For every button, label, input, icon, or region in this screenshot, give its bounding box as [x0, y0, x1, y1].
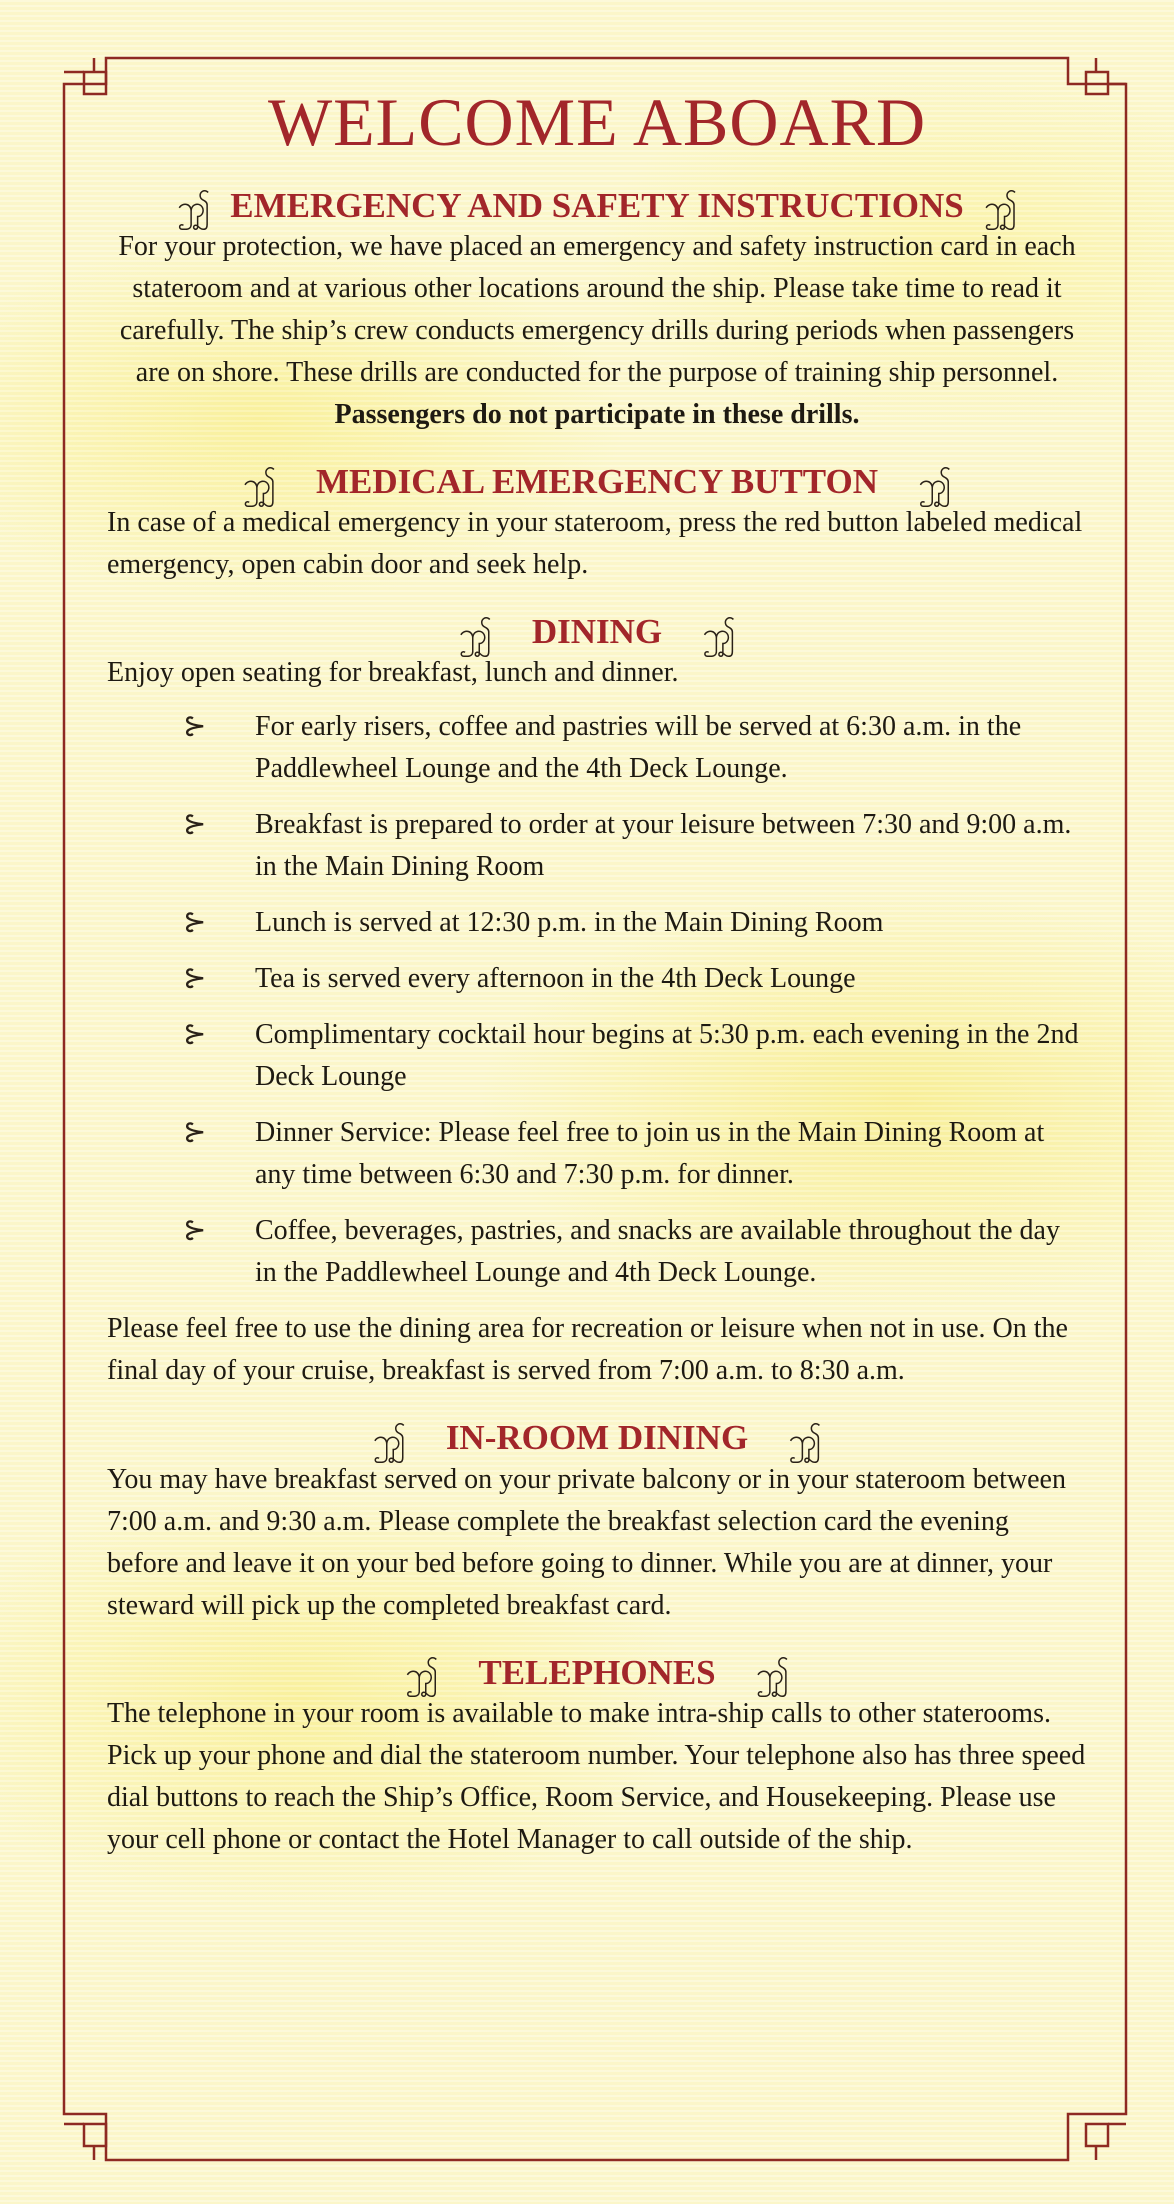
- list-item: ⊱ Breakfast is prepared to order at your leisure between 7:30 and 9:00 a.m. in the Main Dining Room: [107, 804, 1087, 888]
- dining-intro: Enjoy open seating for breakfast, lunch and dinner.: [107, 657, 679, 689]
- list-item: ⊱ Dinner Service: Please feel free to join us in the Main Dining Room at any time between 6:30 and 7:30 p.m. for dinner.: [107, 1112, 1087, 1196]
- fleuron-bullet-icon: ⊱: [183, 1019, 207, 1051]
- section-in-room-dining: [107, 1418, 1087, 1626]
- list-item: ⊱ Tea is served every afternoon in the 4th Deck Lounge: [107, 958, 1087, 1000]
- scroll-ornament-icon: ꩶ: [404, 1658, 439, 1692]
- section-telephones: [107, 1653, 1087, 1861]
- scroll-ornament-icon: ꩶ: [372, 1424, 406, 1458]
- scroll-ornament-icon: ꩶ: [458, 617, 492, 651]
- scroll-ornament-icon: ꩶ: [755, 1658, 790, 1692]
- section-heading: ꩶ EMERGENCY AND SAFETY INSTRUCTIONS ꩶ: [176, 185, 1018, 225]
- fleuron-bullet-icon: ⊱: [183, 809, 207, 841]
- dining-list: [107, 706, 1087, 1294]
- section-body: For your protection, we have placed an emergency and safety instruction card in each stateroom and at various other locations around the ship. Please take time to read it carefully. The ship’s crew conducts emergency drills during periods when passengers are on shore. These drills are conducted for the purpose of training ship personnel. Passengers do not participate in these drills.: [118, 230, 1076, 430]
- fleuron-bullet-icon: ⊱: [183, 963, 207, 995]
- list-item: ⊱ Coffee, beverages, pastries, and snacks are available throughout the day in the Paddlewheel Lounge and 4th Deck Lounge.: [107, 1210, 1087, 1294]
- section-emergency: [107, 186, 1087, 436]
- list-item: ⊱ Lunch is served at 12:30 p.m. in the Main Dining Room: [107, 902, 1087, 944]
- scroll-ornament-icon: ꩶ: [788, 1424, 822, 1458]
- section-medical: [107, 462, 1087, 586]
- bold-note: Passengers do not participate in these drills.: [334, 398, 860, 430]
- section-heading: ꩶ MEDICAL EMERGENCY BUTTON ꩶ: [242, 461, 952, 501]
- section-body: In case of a medical emergency in your stateroom, press the red button labeled medical emergency, open cabin door and seek help.: [107, 507, 1083, 581]
- card-content: [107, 82, 1087, 1861]
- fleuron-bullet-icon: ⊱: [183, 907, 207, 939]
- section-body: The telephone in your room is available to make intra-ship calls to other staterooms. Pick up your phone and dial the stateroom number. Your telephone also has three speed dial buttons to reach the Ship’s Office, Room Service, and Housekeeping. Please use your cell phone or contact the Hotel Manager to call outside of the ship.: [107, 1697, 1086, 1855]
- dining-outro: Please feel free to use the dining area for recreation or leisure when not in use. On the final day of your cruise, breakfast is served from 7:00 a.m. to 8:30 a.m.: [107, 1313, 1068, 1387]
- scroll-ornament-icon: ꩶ: [702, 617, 736, 651]
- scroll-ornament-icon: ꩶ: [176, 191, 211, 225]
- section-body: You may have breakfast served on your private balcony or in your stateroom between 7:00 a.m. and 9:30 a.m. Please complete the breakfast selection card the evening before and leave it on your bed before going to dinner. While you are at dinner, your steward will pick up the completed breakfast card.: [107, 1463, 1066, 1621]
- scroll-ornament-icon: ꩶ: [242, 467, 276, 501]
- list-item: ⊱ Complimentary cocktail hour begins at 5:30 p.m. each evening in the 2nd Deck Lounge: [107, 1014, 1087, 1098]
- section-heading: ꩶ IN-ROOM DINING ꩶ: [372, 1418, 822, 1458]
- fleuron-bullet-icon: ⊱: [183, 1215, 207, 1247]
- fleuron-bullet-icon: ⊱: [183, 711, 207, 743]
- page-title: WELCOME ABOARD: [267, 84, 927, 160]
- section-heading: ꩶ TELEPHONES ꩶ: [404, 1652, 790, 1692]
- section-dining: [107, 612, 1087, 1392]
- fleuron-bullet-icon: ⊱: [183, 1117, 207, 1149]
- list-item: ⊱ For early risers, coffee and pastries will be served at 6:30 a.m. in the Paddlewheel Lounge and the 4th Deck Lounge.: [107, 706, 1087, 790]
- section-heading: ꩶ DINING ꩶ: [458, 612, 736, 652]
- scroll-ornament-icon: ꩶ: [983, 191, 1018, 225]
- scroll-ornament-icon: ꩶ: [918, 467, 952, 501]
